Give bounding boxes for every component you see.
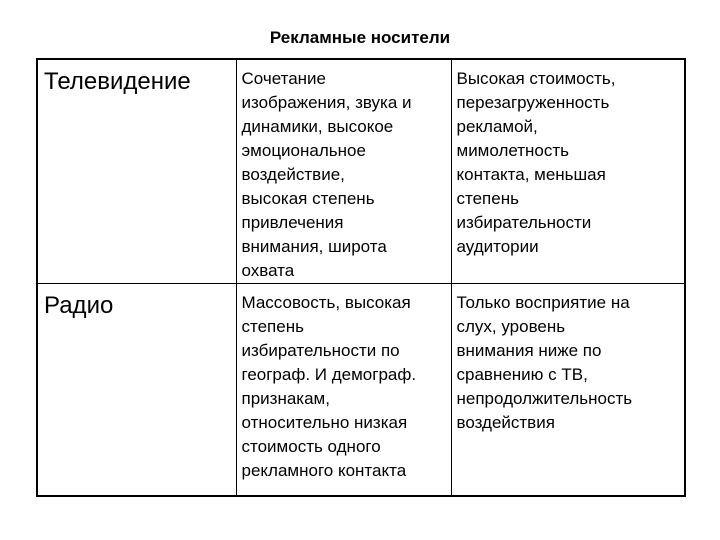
disadvantages-line: воздействия <box>456 413 555 432</box>
disadvantages-line: избирательности <box>456 213 592 232</box>
disadvantages-line: слух, уровень <box>456 317 566 336</box>
disadvantages-line: степень <box>456 189 519 208</box>
advantages-line: охвата <box>241 261 295 280</box>
disadvantages-line: внимания ниже по <box>456 341 602 360</box>
disadvantages-line: мимолетность <box>456 141 570 160</box>
page-title: Рекламные носители <box>269 28 451 47</box>
advantages-line: Массовость, высокая <box>241 293 411 312</box>
advantages-line: внимания, широта <box>241 237 387 256</box>
advantages-cell <box>236 59 451 284</box>
advantages-cell <box>236 284 451 496</box>
media-name: Телевидение <box>44 68 191 95</box>
advantages-line: признакам, <box>241 389 330 408</box>
advantages-line: Сочетание <box>241 69 326 88</box>
disadvantages-line: аудитории <box>456 237 539 256</box>
advantages-line: изображения, звука и <box>241 93 412 112</box>
media-comparison-table <box>36 58 686 497</box>
media-name: Радио <box>44 292 114 319</box>
advantages-line: относительно низкая <box>241 413 408 432</box>
advantages-line: степень <box>241 317 304 336</box>
disadvantages-cell <box>451 284 685 496</box>
disadvantages-cell <box>451 59 685 284</box>
advantages-line: избирательности по <box>241 341 400 360</box>
advantages-line: стоимость одного <box>241 437 381 456</box>
disadvantages-line: сравнению с ТВ, <box>456 365 588 384</box>
disadvantages-line: перезагруженность <box>456 93 610 112</box>
advantages-line: привлечения <box>241 213 344 232</box>
advantages-line: воздействие, <box>241 165 345 184</box>
disadvantages-line: рекламой, <box>456 117 538 136</box>
disadvantages-line: контакта, меньшая <box>456 165 606 184</box>
table-row-radio <box>37 284 685 496</box>
advantages-line: рекламного контакта <box>241 461 407 480</box>
media-name-cell <box>37 59 236 284</box>
disadvantages-line: Высокая стоимость, <box>456 69 616 88</box>
disadvantages-line: Только восприятие на <box>456 293 630 312</box>
disadvantages-line: непродолжительность <box>456 389 633 408</box>
advantages-line: динамики, высокое <box>241 117 394 136</box>
advantages-line: географ. И демограф. <box>241 365 417 384</box>
table-row-television <box>37 59 685 284</box>
media-name-cell <box>37 284 236 496</box>
advantages-line: эмоциональное <box>241 141 366 160</box>
advantages-line: высокая степень <box>241 189 375 208</box>
